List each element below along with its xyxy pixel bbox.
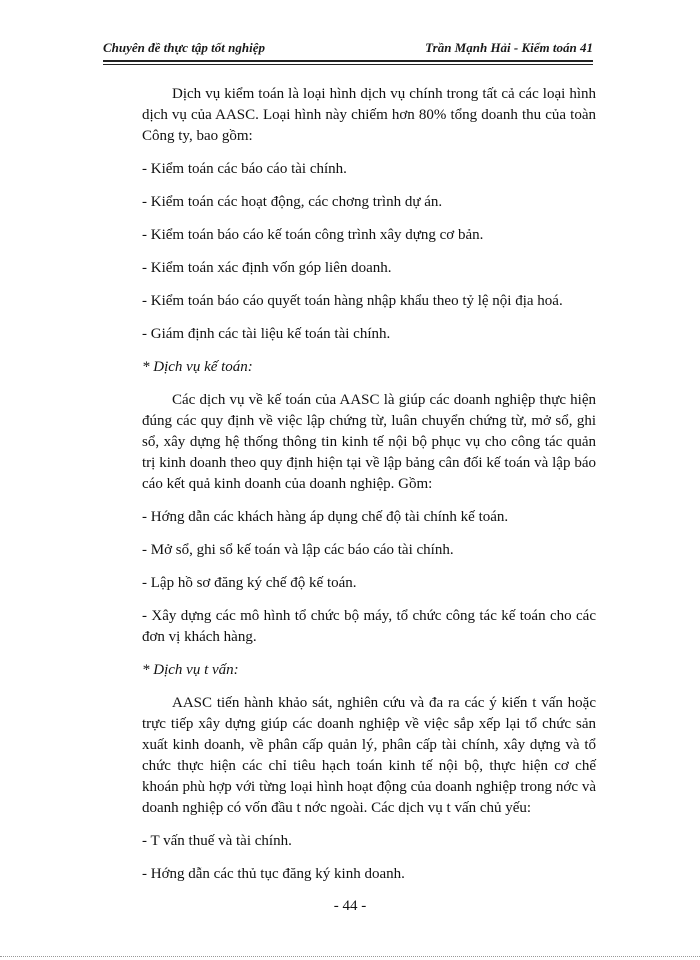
paragraph: Dịch vụ kiểm toán là loại hình dịch vụ chính trong tất cả các loại hình dịch vụ của AASC. Loại hình này chiếm hơn 80% tổng doanh thu của toàn Công ty, bao gồm: — [142, 86, 596, 144]
paragraph: Các dịch vụ về kế toán của AASC là giúp các doanh nghiệp thực hiện đúng các quy định về việc lập chứng từ, luân chuyển chứng từ, mở sổ, ghi sổ, xây dựng hệ thống thông tin kinh tế nội bộ phục vụ cho công tác quản trị kinh doanh theo quy định hiện tại về lập bảng cân đối kế toán và lập báo cáo kết quả kinh doanh của doanh nghiệp. Gồm: — [142, 392, 596, 492]
list-item: - Kiểm toán xác định vốn góp liên doanh. — [142, 260, 392, 276]
header-rule-thin — [103, 64, 593, 65]
list-item: - T vấn thuế và tài chính. — [142, 833, 292, 849]
paragraph: - Xây dựng các mô hình tổ chức bộ máy, tổ chức công tác kế toán cho các đơn vị khách hàng. — [142, 608, 596, 645]
list-item: - Mở sổ, ghi sổ kế toán và lập các báo cáo tài chính. — [142, 542, 454, 558]
section-heading: * Dịch vụ t vấn: — [142, 662, 239, 678]
list-item: - Kiểm toán các báo cáo tài chính. — [142, 161, 347, 177]
header-author: Trần Mạnh Hải - Kiểm toán 41 — [425, 40, 593, 55]
page-number: - 44 - — [333, 898, 367, 914]
list-item: - Lập hồ sơ đăng ký chế độ kế toán. — [142, 575, 357, 591]
header-rule-thick — [103, 60, 593, 62]
list-item: - Kiểm toán báo cáo quyết toán hàng nhập khẩu theo tỷ lệ nội địa hoá. — [142, 293, 563, 309]
section-heading: * Dịch vụ kế toán: — [142, 359, 253, 375]
page-bottom-edge — [0, 956, 700, 957]
list-item: - Hớng dẫn các khách hàng áp dụng chế độ tài chính kế toán. — [142, 509, 509, 525]
list-item: - Kiểm toán báo cáo kế toán công trình xây dựng cơ bản. — [142, 227, 484, 243]
page-body — [142, 84, 596, 897]
list-item: - Kiểm toán các hoạt động, các chơng trình dự án. — [142, 194, 443, 210]
page-header — [103, 40, 593, 62]
paragraph: AASC tiến hành khảo sát, nghiên cứu và đa ra các ý kiến t vấn hoặc trực tiếp xây dựng giúp các doanh nghiệp về việc sắp xếp lại tổ chức sản xuất kinh doanh, về phân cấp quản lý, phân cấp tài chính, xây dựng và tổ chức thực hiện các chỉ tiêu hạch toán kinh tế nội bộ, thực hiện cơ chế khoán phù hợp với từng loại hình hoạt động của doanh nghiệp trong nớc và doanh nghiệp có vốn đầu t nớc ngoài. Các dịch vụ t vấn chủ yếu: — [142, 695, 596, 816]
list-item: - Giám định các tài liệu kế toán tài chính. — [142, 326, 391, 342]
header-document-title: Chuyên đề thực tập tốt nghiệp — [103, 40, 265, 55]
list-item: - Hớng dẫn các thủ tục đăng ký kinh doanh. — [142, 866, 405, 882]
